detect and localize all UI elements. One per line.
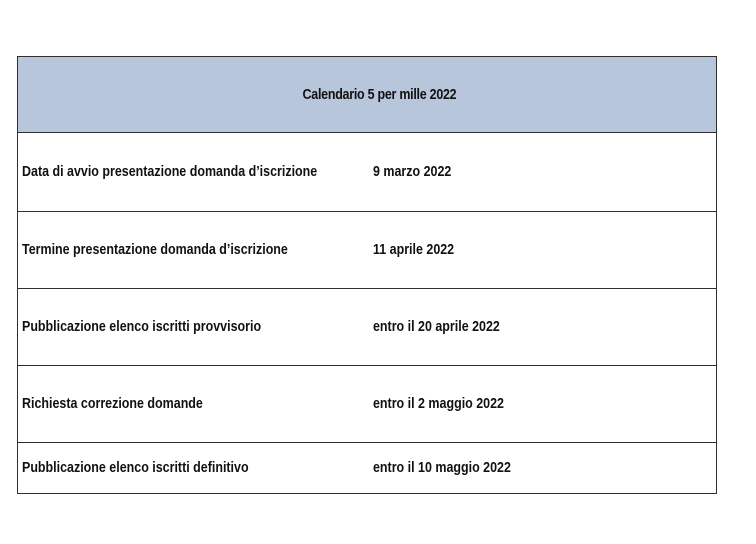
row-value-cell (367, 289, 717, 366)
table-row (18, 366, 717, 443)
row-label: Richiesta correzione domande (22, 396, 203, 412)
row-value-cell (367, 443, 717, 494)
row-value: entro il 10 maggio 2022 (373, 460, 511, 476)
row-label: Termine presentazione domanda d’iscrizione (22, 242, 288, 258)
table-title-cell (18, 57, 717, 133)
row-label-cell (18, 133, 368, 212)
table-title: Calendario 5 per mille 2022 (302, 86, 456, 103)
row-value: 9 marzo 2022 (373, 164, 452, 180)
row-label-cell (18, 212, 368, 289)
row-value-cell (367, 366, 717, 443)
row-label: Data di avvio presentazione domanda d’iscrizione (22, 164, 318, 180)
row-value: 11 aprile 2022 (373, 242, 455, 258)
row-value: entro il 20 aprile 2022 (373, 319, 500, 335)
table-row (18, 212, 717, 289)
table-row (18, 289, 717, 366)
table-row (18, 443, 717, 494)
table-row (18, 133, 717, 212)
row-label: Pubblicazione elenco iscritti definitivo (22, 460, 249, 476)
row-label-cell (18, 443, 368, 494)
row-label: Pubblicazione elenco iscritti provvisorio (22, 319, 262, 335)
row-value: entro il 2 maggio 2022 (373, 396, 504, 412)
row-label-cell (18, 366, 368, 443)
row-label-cell (18, 289, 368, 366)
calendar-table (17, 56, 717, 494)
table-header-row (18, 57, 717, 133)
row-value-cell (367, 133, 717, 212)
row-value-cell (367, 212, 717, 289)
